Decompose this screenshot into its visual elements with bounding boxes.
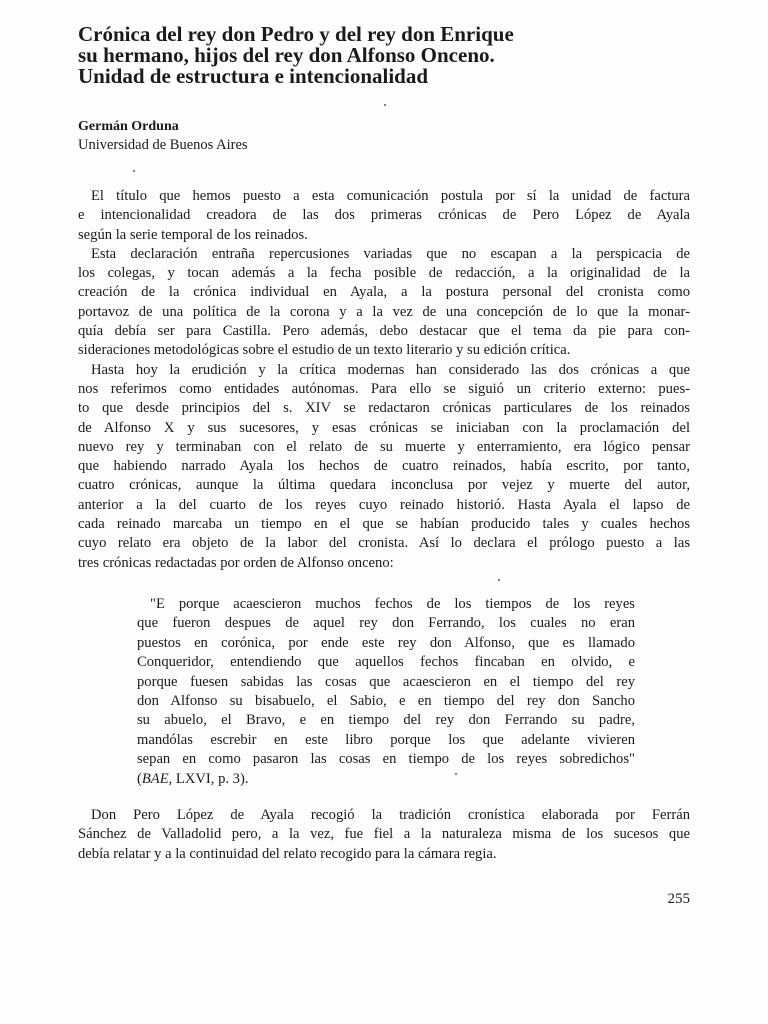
text-line: cuyo relato era objeto de la labor del cronista. Así lo declara el prólogo puesto a las xyxy=(78,535,690,552)
page-number: 255 xyxy=(667,891,690,907)
quote-line: sepan en como pasaron las cosas en tiempo de los reyes sobredichos" xyxy=(137,751,635,768)
quote-line: porque fuesen sabidas las cosas que acaescieron en el tiempo del rey xyxy=(137,673,635,690)
text-line: nos referimos como entidades autónomas. Para ello se siguió un criterio externo: pues- xyxy=(78,380,690,397)
citation-source: BAE xyxy=(141,770,169,787)
paragraph-4 xyxy=(78,806,690,864)
paragraph-1 xyxy=(78,187,690,245)
citation-detail: , LXVI, p. 3). xyxy=(168,770,249,787)
author-name: Germán Orduna xyxy=(78,119,179,134)
author-affiliation: Universidad de Buenos Aires xyxy=(78,137,248,153)
author-block xyxy=(78,118,248,154)
quote-line: Conqueridor, entendiendo que aquellos fechos fincaban en olvido, e xyxy=(137,654,635,671)
title-line: Crónica del rey don Pedro y del rey don Enrique xyxy=(78,22,514,46)
paragraph-3 xyxy=(78,361,690,573)
text-line: de Alfonso X y sus sucesores, y esas crónicas se iniciaban con la proclamación del xyxy=(78,419,690,436)
text-line: que habiendo narrado Ayala los hechos de cuatro reinados, había escrito, por tanto, xyxy=(78,458,690,475)
text-line: Esta declaración entraña repercusiones variadas que no escapan a la perspicacia de xyxy=(91,245,690,262)
title-line: su hermano, hijos del rey don Alfonso Onceno. xyxy=(78,43,495,67)
text-line: El título que hemos puesto a esta comunicación postula por sí la unidad de factura xyxy=(91,188,690,204)
quote-line: "E porque acaescieron muchos fechos de los tiempos de los reyes xyxy=(150,596,635,612)
text-line: Don Pero López de Ayala recogió la tradición cronística elaborada por Ferrán xyxy=(91,807,690,823)
text-line: portavoz de una política de la corona y a la vez de una concepción de lo que la monar- xyxy=(78,303,690,320)
text-line: Sánchez de Valladolid pero, a la vez, fue fiel a la naturaleza misma de los sucesos que xyxy=(78,826,690,843)
article-title xyxy=(78,24,698,87)
block-quotation xyxy=(137,595,635,789)
text-line: e intencionalidad creadora de las dos primeras crónicas de Pero López de Ayala xyxy=(78,207,690,224)
quote-line: su abuelo, el Bravo, e en tiempo del rey don Ferrando su padre, xyxy=(137,712,635,729)
text-line: Hasta hoy la erudición y la crítica modernas han considerado las dos crónicas a que xyxy=(91,361,690,378)
text-line: cuatro crónicas, aunque la última quedara inconclusa por vejez y muerte del autor, xyxy=(78,477,690,494)
article-body xyxy=(78,187,690,573)
text-line: creación de la crónica individual en Ayala, a la postura personal del cronista como xyxy=(78,284,690,301)
text-line: anterior a la del cuarto de los reyes cuyo reinado historió. Hasta Ayala el lapso de xyxy=(78,496,690,513)
quote-citation: (BAE, LXVI, p. 3). xyxy=(137,770,249,787)
paragraph-2 xyxy=(78,245,690,361)
quote-line: mandólas escrebir en este libro porque los que adelante vivieren xyxy=(137,731,635,748)
text-line: debía relatar y a la continuidad del relato recogido para la cámara regia. xyxy=(78,845,497,862)
text-line: cada reinado marcaba un tiempo en el que se habían producido tales y cuales hechos xyxy=(78,516,690,533)
quote-line: que fueron despues de aquel rey don Ferrando, los cuales no eran xyxy=(137,615,635,632)
text-line: los colegas, y tocan además a la fecha posible de redacción, a la originalidad de la xyxy=(78,265,690,282)
text-line: tres crónicas redactadas por orden de Alfonso onceno: xyxy=(78,554,394,571)
text-line: quía debía ser para Castilla. Pero además, debo destacar que el tema da pie para con- xyxy=(78,323,690,340)
text-line: según la serie temporal de los reinados. xyxy=(78,226,308,243)
quote-line: puestos en corónica, por ende este rey don Alfonso, que es llamado xyxy=(137,634,635,651)
text-line: nuevo rey y terminaban con el relato de su muerte y enterramiento, era lógico pensar xyxy=(78,438,690,455)
text-line: to que desde principios del s. XIV se redactaron crónicas particulares de los reinados xyxy=(78,400,690,417)
quote-line: don Alfonso su bisabuelo, el Sabio, e en tiempo del rey don Sancho xyxy=(137,693,635,710)
text-line: sideraciones metodológicas sobre el estudio de un texto literario y su edición crítica. xyxy=(78,342,571,359)
title-line: Unidad de estructura e intencionalidad xyxy=(78,64,429,88)
